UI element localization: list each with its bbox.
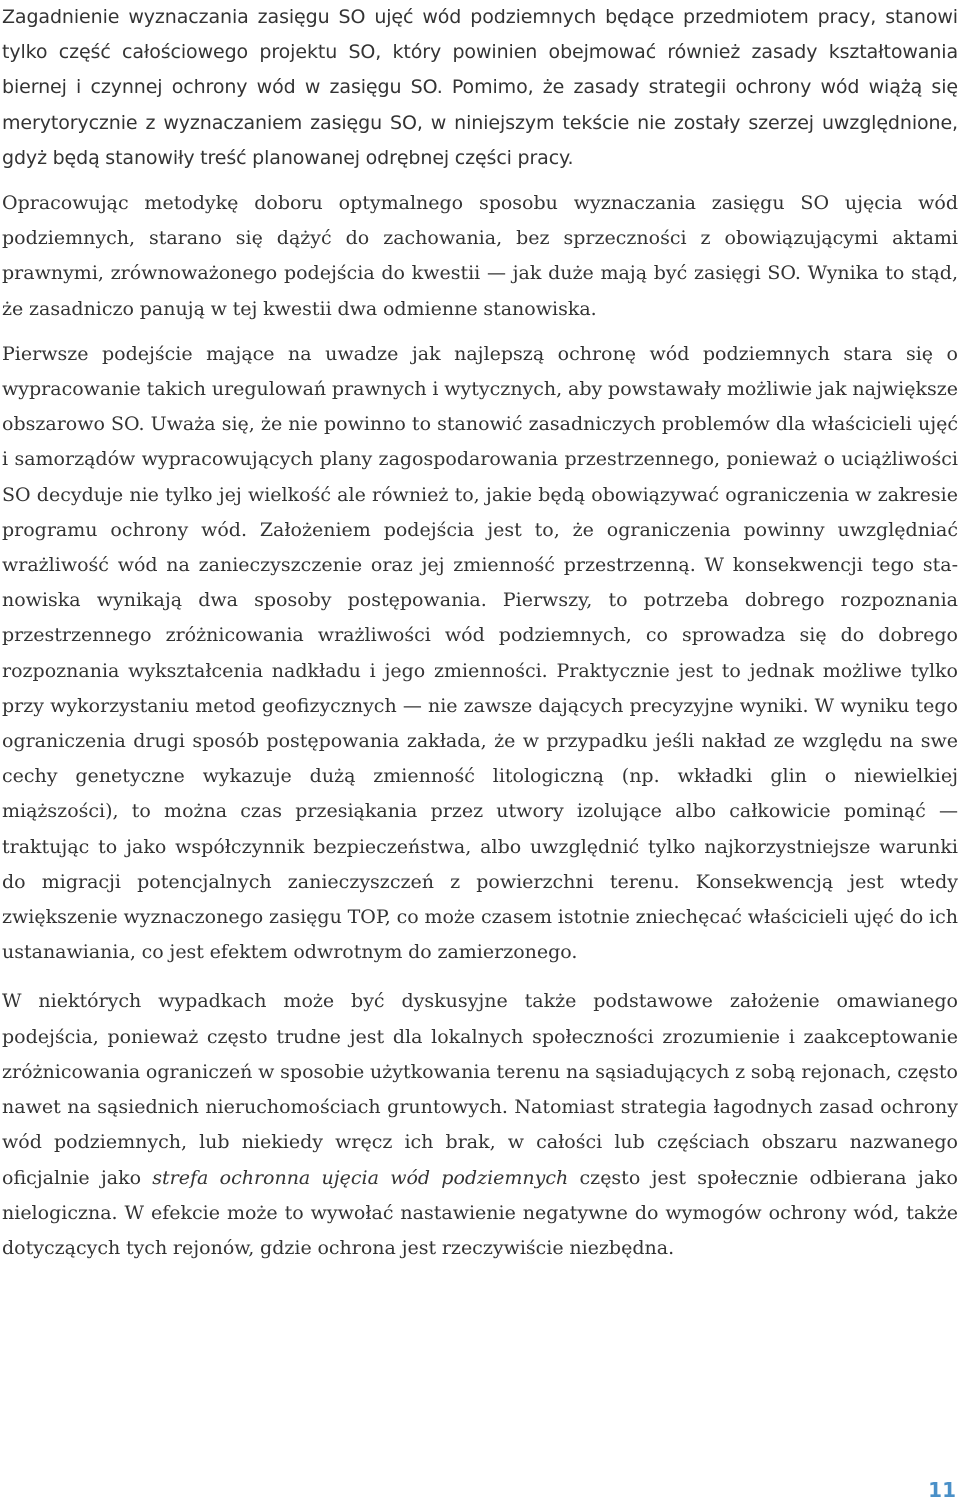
paragraph-4-text-before: W niektórych wypadkach może być dyskusyjne także podstawowe założenie omawianego podejścia, ponieważ często trudne jest dla lokalnych społeczności zrozumienie i zaakceptowanie zróżnicowania ograniczeń w sposobie użytkowania terenu na sąsiadujących z sobą rejonach, często nawet na sąsiednich nieruchomościach gruntowych. Natomiast strategia łagodnych zasad ochrony wód podziemnych, lub niekiedy wręcz ich brak, w całości lub częściach obszaru nazwanego oficjalnie jako <box>2 990 958 1189</box>
paragraph-2: Opracowując metodykę doboru optymalnego sposobu wyznaczania zasięgu SO ujęcia wód podziemnych, starano się dążyć do zachowania, bez sprzeczności z obowiązującymi aktami prawnymi, zrównoważonego podejścia do kwestii — jak duże mają być zasięgi SO. Wynika to stąd, że zasadniczo panują w tej kwestii dwa odmienne stanowiska. <box>2 192 958 320</box>
document-page <box>2 0 958 1266</box>
paragraph-4 <box>2 984 958 1266</box>
paragraph-1: Zagadnienie wyznaczania zasięgu SO ujęć wód podziemnych będące przedmiotem pracy, stanowi tylko część całościowego projektu SO, który powinien obejmować również zasady kształtowania biernej i czynnej ochrony wód w zasięgu SO. Pomimo, że zasady strategii ochrony wód wiążą się merytorycznie z wyznaczaniem zasięgu SO, w niniejszym tekście nie zostały szerzej uwzględnione, gdyż będą stanowiły treść planowanej odrębnej części pracy. <box>2 6 958 169</box>
paragraph-3: Pierwsze podejście mające na uwadze jak najlepszą ochronę wód podziemnych stara się o wypracowanie takich uregulowań prawnych i wytycznych, aby powstawały możliwie jak największe obszarowo SO. Uważa się, że nie powinno to stanowić zasadniczych problemów dla właścicieli ujęć i samorządów wypracowujących plany zagospodarowania przestrzennego, ponieważ o uciążliwości SO decyduje nie tylko jej wielkość ale również to, jakie będą obowiązywać ograniczenia w zakresie programu ochrony wód. Założeniem podejścia jest to, że ograniczenia powinny uwzględniać wrażliwość wód na zanieczyszczenie oraz jej zmienność przestrzenną. W konsekwencji tego stanowiska wynikają dwa sposoby postępowania. Pierwszy, to potrzeba dobrego rozpoznania przestrzennego zróżnicowania wrażliwości wód podziemnych, co sprowadza się do dobrego rozpoznania wykształcenia nadkładu i jego zmienności. Praktycznie jest to jednak możliwe tylko przy wykorzystaniu metod geofizycznych — nie zawsze dających precyzyjne wyniki. W wyniku tego ograniczenia drugi sposób postępowania zakłada, że w przypadku jeśli nakład ze względu na swe cechy genetyczne wykazuje dużą zmienność litologiczną (np. wkładki glin o niewielkiej miąższości), to można czas przesiąkania przez utwory izolujące albo całkowicie pominąć — traktując to jako współczynnik bezpieczeństwa, albo uwzględnić tylko najkorzystniejsze warunki do migracji potencjalnych zanieczyszczeń z powierzchni terenu. Konsekwencją jest wtedy zwiększenie wyznaczonego zasięgu TOP, co może czasem istotnie zniechęcać właścicieli ujęć do ich ustanawiania, co jest efektem odwrotnym do zamierzonego. <box>2 342 958 964</box>
paragraph-4-italic-term: strefa ochronna ujęcia wód podziemnych <box>152 1166 569 1189</box>
page-number: 11 <box>928 1478 956 1502</box>
paragraph-4-text-after: często jest społecznie odbierana jako nielogiczna. W efekcie może to wywołać nastawienie negatywne do wymogów ochrony wód, także dotyczących tych rejonów, gdzie ochrona jest rzeczywiście niezbędna. <box>2 1166 958 1259</box>
